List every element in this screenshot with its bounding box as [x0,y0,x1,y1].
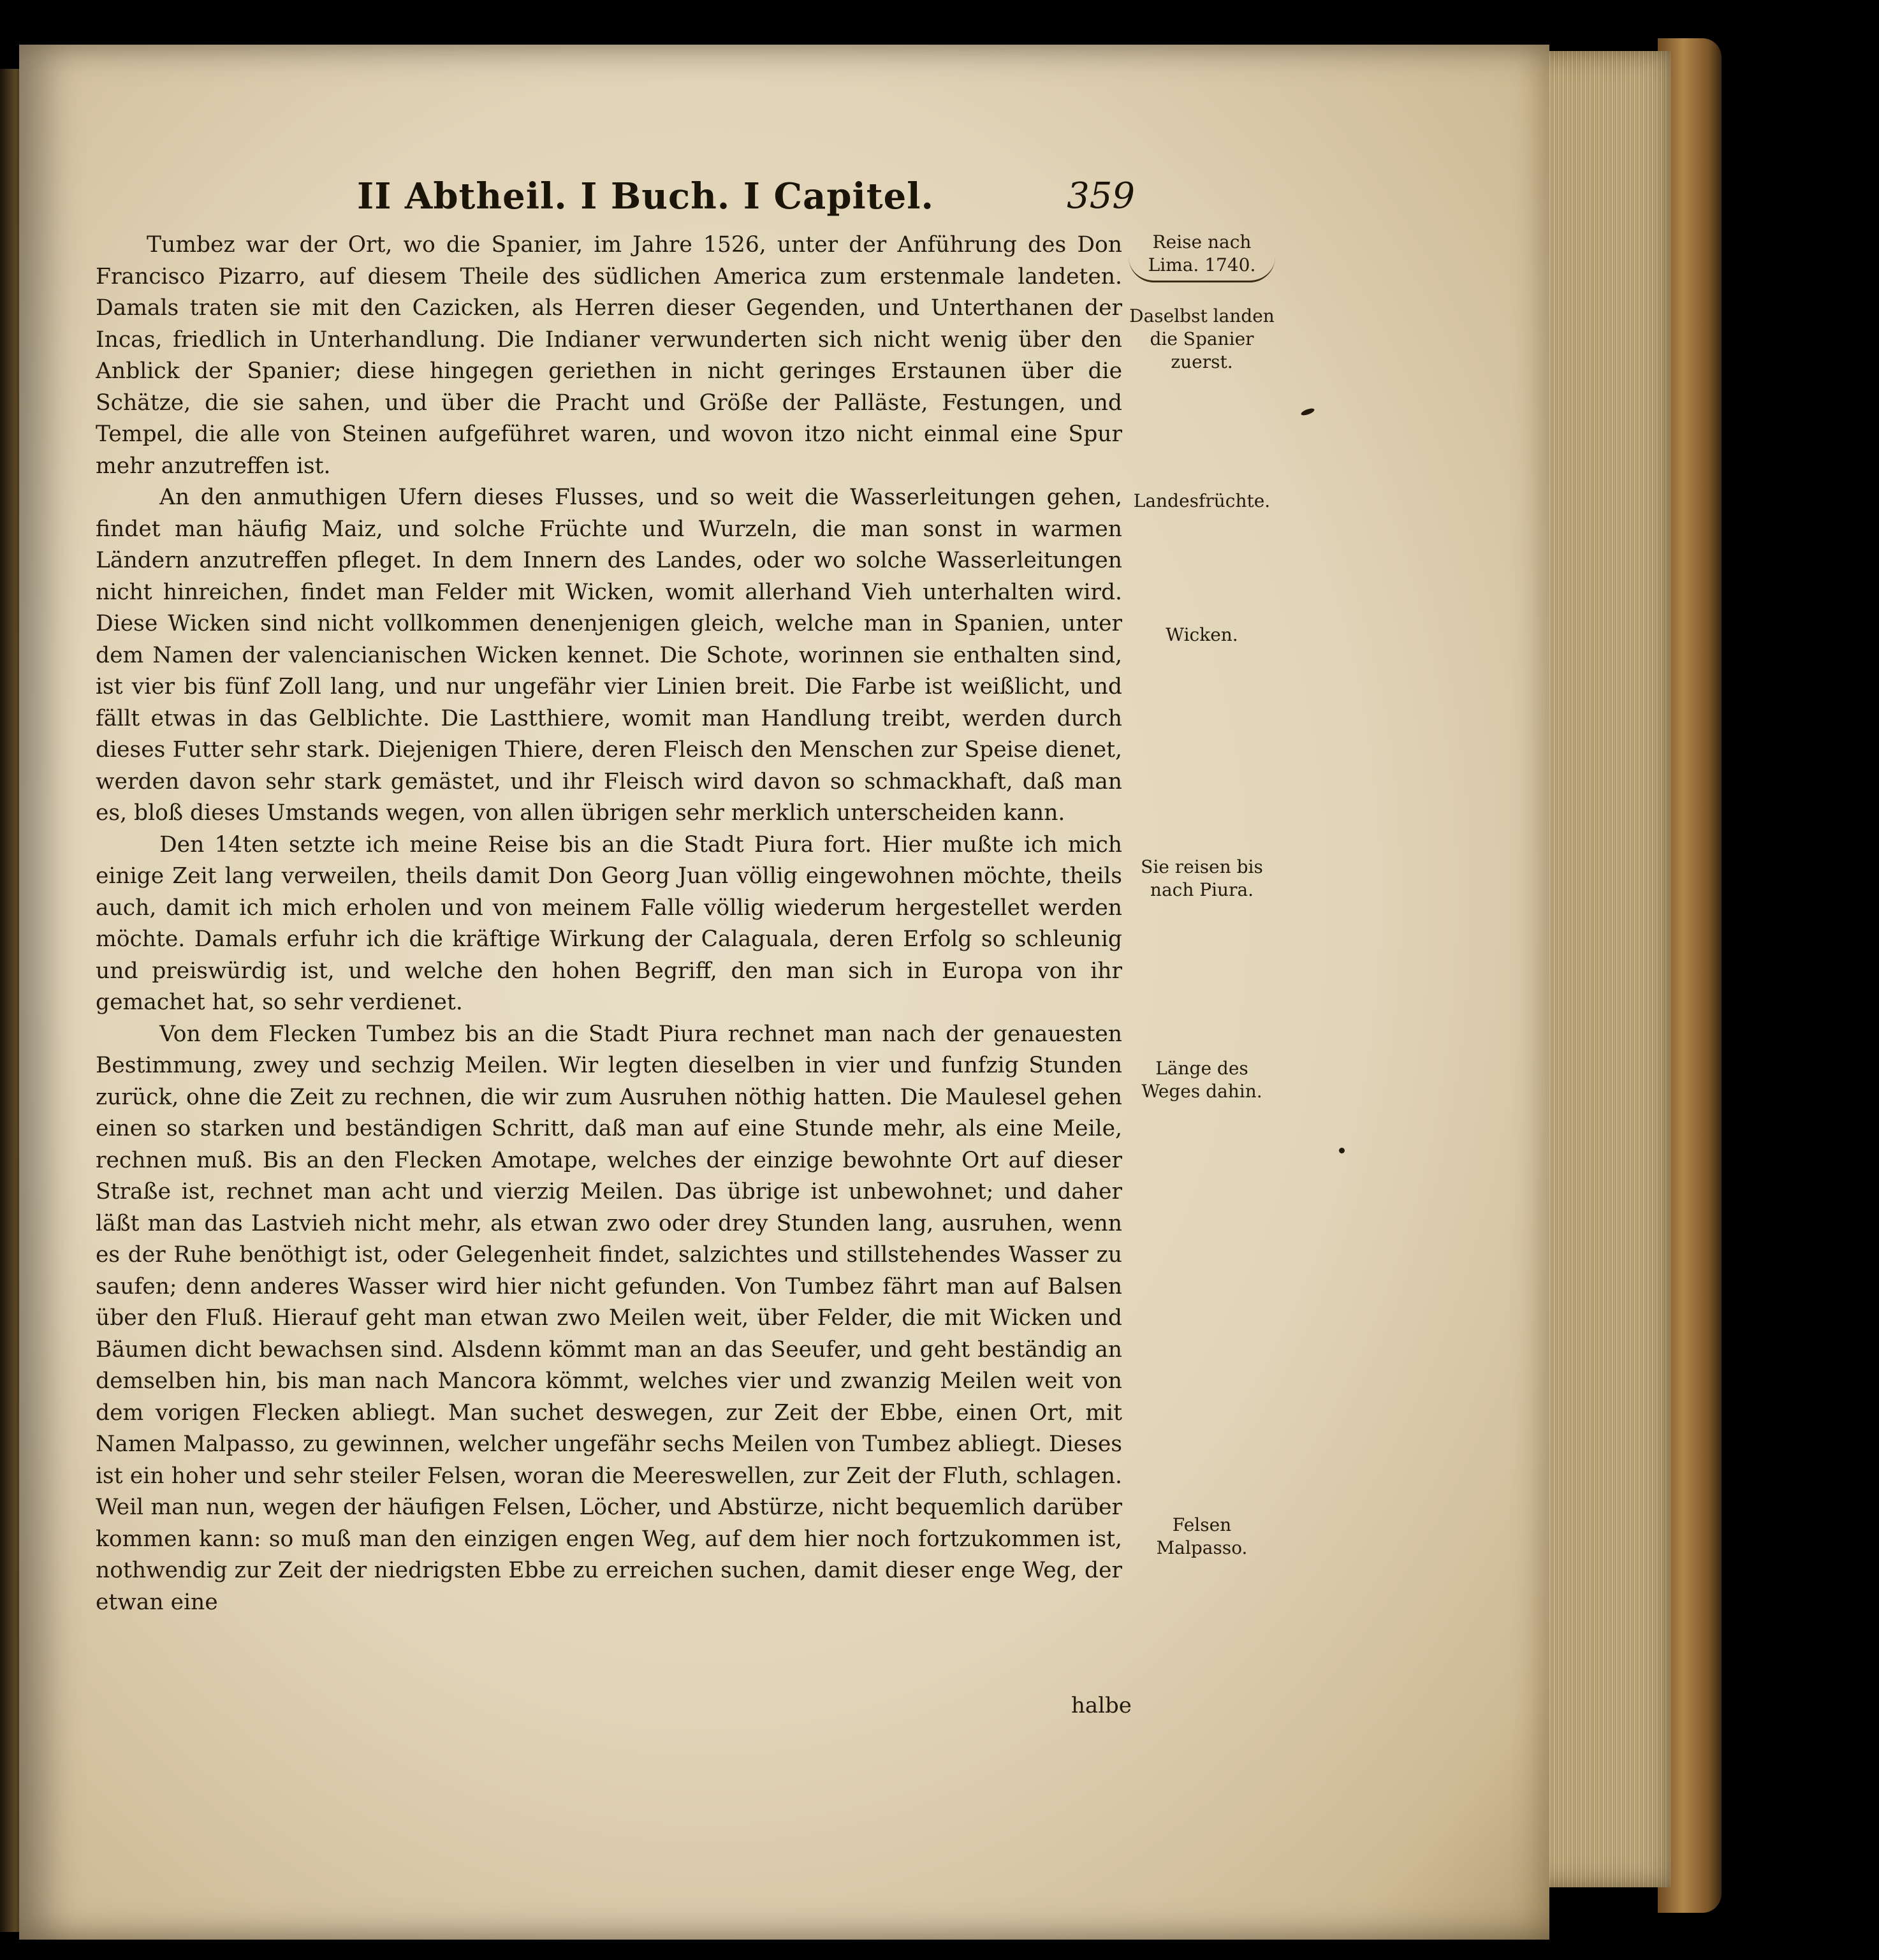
page-body [96,230,1122,1618]
page-header [357,169,1135,226]
catchword: halbe [1071,1693,1132,1718]
running-title: II Abtheil. I Buch. I Capitel. [357,175,935,217]
paragraph: Von dem Flecken Tumbez bis an die Stadt Piura rechnet man nach der genauesten Bestimmung, zwey und sechzig Meilen. Wir legten dieselben in vier und funfzig Stunden zurück, ohne die Zeit zu rechnen, die wir zum Ausruhen nöthig hatten. Die Maulesel gehen einen so starken und beständigen Schritt, daß man auf eine Stunde mehr, als eine Meile, rechnen muß. Bis an den Flecken Amotape, welches der einzige bewohnte Ort auf dieser Straße ist, rechnet man acht und vierzig Meilen. Das übrige ist unbewohnet; und daher läßt man das Lastvieh nicht mehr, als etwan zwo oder drey Stunden lang, ausruhen, wenn es der Ruhe benöthigt ist, oder Gelegenheit findet, salzichtes und stillstehendes Wasser zu saufen; denn anderes Wasser wird hier nicht gefunden. Von Tumbez fährt man auf Balsen über den Fluß. Hierauf geht man etwan zwo Meilen weit, über Felder, die mit Wicken und Bäumen dicht bewachsen sind. Alsdenn kömmt man an das Seeufer, und geht beständig an demselben hin, bis man nach Mancora kömmt, welches vier und zwanzig Meilen weit von dem vorigen Flecken abliegt. Man suchet deswegen, zur Zeit der Ebbe, einen Ort, mit Namen Malpasso, zu gewinnen, welcher ungefähr sechs Meilen von Tumbez abliegt. Dieses ist ein hoher und sehr steiler Felsen, woran die Meereswellen, zur Zeit der Fluth, schlagen. Weil man nun, wegen der häufigen Felsen, Löcher, und Abstürze, nicht bequemlich darüber kommen kann: so muß man den einzigen engen Weg, auf dem hier noch fortzukommen ist, nothwendig zur Zeit der niedrigsten Ebbe zu erreichen suchen, damit dieser enge Weg, der etwan eine [96,1021,1122,1615]
marginal-note: Daselbst landen die Spanier zuerst. [1129,305,1275,372]
page-number: 359 [1067,175,1135,217]
marginal-note: Sie reisen bis nach Piura. [1141,856,1263,900]
marginal-note: Felsen Malpasso. [1156,1514,1248,1558]
marginal-note: Reise nach Lima. 1740. [1129,231,1275,282]
marginal-note: Wicken. [1166,624,1238,645]
marginal-note: Länge des Weges dahin. [1141,1058,1262,1102]
paragraph: An den anmuthigen Ufern dieses Flusses, und so weit die Wasserleitungen gehen, findet man häufig Maiz, und solche Früchte und Wurzeln, die man sonst in warmen Ländern anzutreffen pfleget. In dem Innern des Landes, oder wo solche Wasserleitungen nicht hinreichen, findet man Felder mit Wicken, womit allerhand Vieh unterhalten wird. Diese Wicken sind nicht vollkommen denenjenigen gleich, welche man in Spanien, unter dem Namen der valencianischen Wicken kennet. Die Schote, worinnen sie enthalten sind, ist vier bis fünf Zoll lang, und nur ungefähr vier Linien breit. Die Farbe ist weißlicht, und fällt etwas in das Gelblichte. Die Lastthiere, womit man Handlung treibt, werden durch dieses Futter sehr stark. Diejenigen Thiere, deren Fleisch den Menschen zur Speise dienet, werden davon sehr stark gemästet, und ihr Fleisch wird davon so schmackhaft, daß man es, bloß dieses Umstands wegen, von allen übrigen sehr merklich unterscheiden kann. [96,485,1122,826]
paragraph: Den 14ten setzte ich meine Reise bis an die Stadt Piura fort. Hier mußte ich mich einige Zeit lang verweilen, theils damit Don Georg Juan völlig eingewohnen möchte, theils auch, damit ich mich erholen und von meinem Falle völlig wiederum hergestellet werden möchte. Damals erfuhr ich die kräftige Wirkung der Calaguala, deren Erfolg so schleunig und preiswürdig ist, und welche den hohen Begriff, den man sich in Europa von ihr gemachet hat, so sehr verdienet. [96,831,1122,1015]
marginal-note: Landesfrüchte. [1133,490,1271,511]
ink-blot [1339,1148,1345,1153]
paragraph: Tumbez war der Ort, wo die Spanier, im Jahre 1526, unter der Anführung des Don Francisco Pizarro, auf diesem Theile des südlichen America zum erstenmale landeten. Damals traten sie mit den Cazicken, als Herren dieser Gegenden, und Unterthanen der Incas, friedlich in Unterhandlung. Die Indianer verwunderten sich nicht wenig über den Anblick der Spanier; diese hingegen geriethen in nicht geringes Erstaunen über die Schätze, die sie sahen, und über die Pracht und Größe der Palläste, Festungen, und Tempel, die alle von Steinen aufgeführet waren, und wovon itzo nicht einmal eine Spur mehr anzutreffen ist. [96,232,1122,479]
